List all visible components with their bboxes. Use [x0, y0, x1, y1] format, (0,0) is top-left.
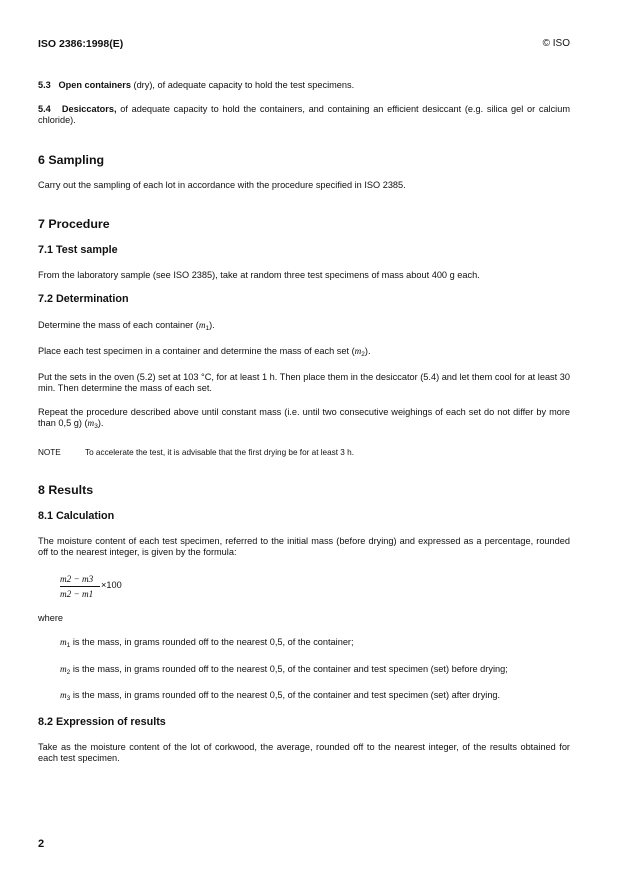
definition-m3: [60, 690, 579, 700]
page-number: 2: [38, 838, 45, 850]
clause-5-4-number: 5.4: [38, 104, 51, 114]
test-sample-text: From the laboratory sample (see ISO 2385), take at random three test specimens of mass about 400 g each.: [38, 270, 480, 280]
formula-denominator: m2 − m1: [60, 589, 94, 599]
copyright: © ISO: [542, 38, 570, 49]
var-sub: 3: [94, 423, 98, 431]
clause-5-4-title: Desiccators,: [61, 104, 117, 114]
heading-determination: 7.2 Determination: [38, 293, 129, 305]
var-m: m: [87, 418, 95, 429]
heading-expression-of-results: 8.2 Expression of results: [38, 716, 166, 728]
clause-5-4-text: of adequate capacity to hold the containers, and containing an efficient desiccant (e.g. silica gel or calcium chloride).: [38, 104, 570, 126]
definition-text: is the mass, in grams rounded off to the nearest 0,5, of the container and test specimen (set) before drying;: [70, 664, 508, 674]
note-text: To accelerate the test, it is advisable that the first drying be for at least 3 h.: [85, 448, 354, 457]
determination-p1: [38, 320, 570, 331]
heading-sampling: 6 Sampling: [38, 153, 105, 167]
note: [38, 448, 570, 457]
clause-5-3: [38, 80, 570, 91]
determination-p4-end: ).: [97, 418, 104, 429]
determination-p4-text: Repeat the procedure described above until constant mass (i.e. until two consecutive weighings of each set do not differ by more than 0,5 g) (: [38, 407, 570, 429]
heading-procedure: 7 Procedure: [38, 217, 110, 231]
determination-p4: [38, 407, 570, 430]
var-m: m: [198, 320, 206, 330]
definition-m1: [60, 637, 579, 647]
note-label: NOTE: [38, 448, 61, 457]
var-sub: 1: [205, 325, 210, 332]
var-m: m: [60, 637, 67, 647]
definition-text: is the mass, in grams rounded off to the nearest 0,5, of the container and test specimen (set) after drying.: [70, 690, 501, 700]
document-id: ISO 2386:1998(E): [38, 38, 124, 50]
var-sub: 3: [66, 695, 71, 702]
formula-multiplier: ×100: [101, 580, 122, 590]
clause-5-3-text: (dry), of adequate capacity to hold the test specimens.: [130, 80, 355, 90]
heading-calculation: 8.1 Calculation: [38, 510, 115, 522]
calculation-text: The moisture content of each test specimen, referred to the initial mass (before drying) and expressed as a percentage, rounded off to the nearest integer, is given by the formula:: [38, 536, 570, 558]
determination-p3: Put the sets in the oven (5.2) set at 103 °C, for at least 1 h. Then place them in the desiccator (5.4) and let them cool for at least 30 min. Then determine the mass of each set.: [38, 372, 570, 394]
formula-numerator: m2 − m3: [60, 574, 94, 584]
heading-results: 8 Results: [38, 483, 94, 497]
definition-m2: [60, 664, 579, 674]
var-m: m: [60, 690, 67, 700]
determination-p2-end: ).: [364, 346, 371, 356]
expression-text: Take as the moisture content of the lot of corkwood, the average, rounded off to the nearest integer, of the results obtained for each test specimen.: [38, 742, 570, 764]
var-sub: 2: [361, 351, 365, 358]
determination-p2-text: Place each test specimen in a container and determine the mass of each set (: [38, 346, 355, 356]
determination-p1-text: Determine the mass of each container (: [38, 320, 199, 330]
var-sub: 2: [66, 669, 71, 676]
determination-p2: [38, 346, 570, 357]
clause-5-4: [38, 104, 570, 127]
fraction-bar: [60, 586, 100, 587]
sampling-text: Carry out the sampling of each lot in accordance with the procedure specified in ISO 2385.: [38, 180, 406, 190]
clause-5-3-title: Open containers: [58, 80, 131, 90]
determination-p1-end: ).: [209, 320, 215, 330]
where-label: where: [38, 613, 64, 623]
var-m: m: [60, 664, 67, 674]
var-sub: 1: [66, 642, 71, 649]
heading-test-sample: 7.1 Test sample: [38, 244, 118, 256]
clause-5-3-number: 5.3: [38, 80, 51, 90]
definition-text: is the mass, in grams rounded off to the nearest 0,5, of the container;: [70, 637, 354, 647]
var-m: m: [354, 346, 362, 356]
